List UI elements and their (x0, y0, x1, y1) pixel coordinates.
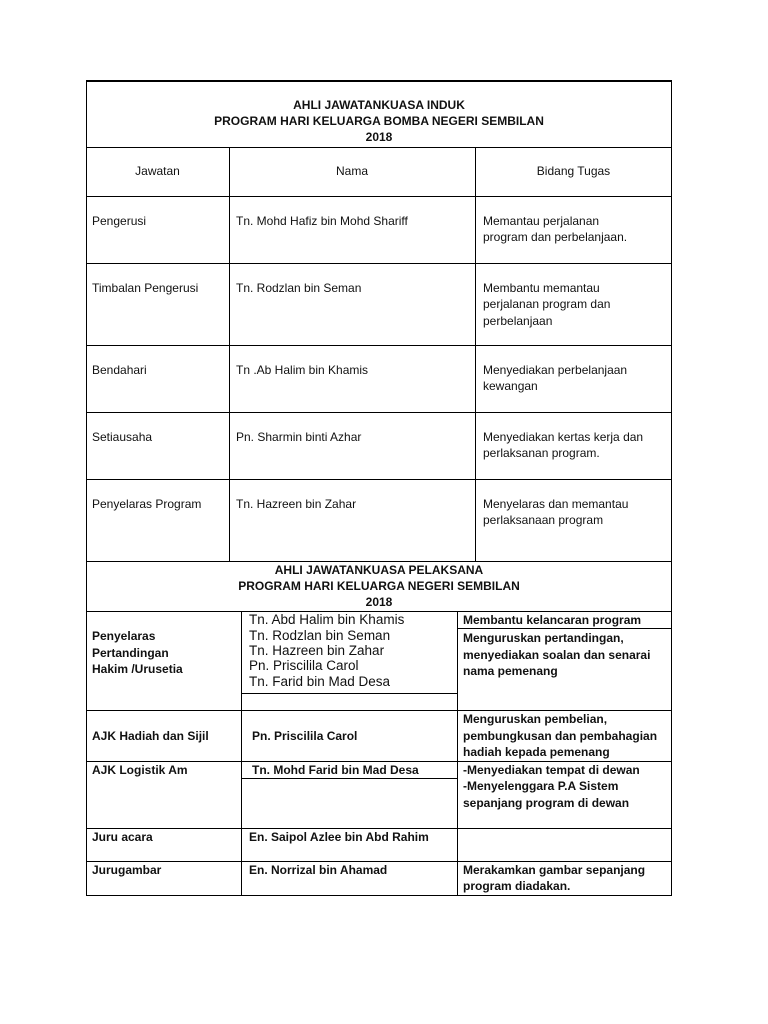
induk-row-divider (86, 263, 672, 264)
nama-subcell-divider (241, 693, 457, 694)
induk-row-tugas-line: Menyelaras dan memantau (483, 497, 629, 511)
pelaksana-row-tugas-line: program diadakan. (463, 879, 571, 893)
pelaksana-row-tugas-line: sepanjang program di dewan (463, 796, 630, 810)
induk-header-divider (86, 196, 672, 197)
header-nama: Nama (335, 164, 368, 178)
pelaksana-row-tugas-line: -Menyelenggara P.A Sistem (463, 779, 619, 793)
induk-row-nama: Pn. Sharmin binti Azhar (236, 430, 362, 444)
pelaksana-row-nama-line: Tn. Mohd Farid bin Mad Desa (252, 763, 419, 777)
induk-col-divider (229, 147, 230, 562)
induk-row-nama: Tn .Ab Halim bin Khamis (236, 363, 369, 377)
pelaksana-col-divider (457, 611, 458, 896)
induk-row-tugas-line: Membantu memantau (483, 281, 600, 295)
induk-row-tugas-line: perjalanan program dan (483, 297, 611, 311)
induk-col-divider (475, 147, 476, 562)
induk-row-nama: Tn. Hazreen bin Zahar (236, 497, 357, 511)
pelaksana-title-line-1: AHLI JAWATANKUASA PELAKSANA (274, 563, 484, 577)
induk-row-tugas-line: perbelanjaan (483, 314, 553, 328)
pelaksana-row-tugas-line: -Menyediakan tempat di dewan (463, 763, 640, 777)
pelaksana-row-tugas-line: Menguruskan pertandingan, (463, 631, 624, 645)
induk-row-tugas-line: Memantau perjalanan (483, 214, 600, 228)
induk-row-tugas-line: Menyediakan perbelanjaan (483, 363, 628, 377)
induk-row-tugas-line: perlaksanan program. (483, 446, 600, 460)
pelaksana-row-nama-line: Tn. Abd Halim bin Khamis (249, 612, 405, 627)
pelaksana-row-nama-line: Tn. Hazreen bin Zahar (249, 643, 385, 658)
pelaksana-row-tugas-line: Menguruskan pembelian, (463, 712, 608, 726)
induk-row-nama: Tn. Rodzlan bin Seman (236, 281, 362, 295)
pelaksana-row-jawatan-line: Penyelaras (92, 629, 156, 643)
induk-row-tugas-line: perlaksanaan program (483, 513, 604, 527)
pelaksana-row-jawatan-line: AJK Hadiah dan Sijil (92, 729, 209, 743)
induk-title-line-1: AHLI JAWATANKUASA INDUK (293, 98, 465, 112)
pelaksana-row-jawatan-line: Pertandingan (92, 646, 169, 660)
induk-table (86, 80, 672, 562)
pelaksana-row-jawatan-line: Hakim /Urusetia (92, 662, 183, 676)
pelaksana-row-nama-line: En. Norrizal bin Ahamad (249, 863, 388, 877)
induk-row-jawatan: Penyelaras Program (92, 497, 202, 511)
induk-row-nama: Tn. Mohd Hafiz bin Mohd Shariff (236, 214, 408, 228)
induk-title-line-3: 2018 (365, 130, 393, 144)
induk-row-divider (86, 345, 672, 346)
induk-row-tugas-line: kewangan (483, 379, 538, 393)
header-jawatan: Jawatan (135, 164, 180, 178)
pelaksana-row-tugas-line: menyediakan soalan dan senarai (463, 648, 651, 662)
induk-title-divider (86, 147, 672, 148)
induk-row-tugas-line: Menyediakan kertas kerja dan (483, 430, 644, 444)
induk-row-jawatan: Bendahari (92, 363, 147, 377)
induk-row-divider (86, 479, 672, 480)
induk-row-jawatan: Timbalan Pengerusi (92, 281, 199, 295)
pelaksana-row-jawatan-line: Jurugambar (92, 863, 162, 877)
pelaksana-row-tugas-line: nama pemenang (463, 664, 558, 678)
induk-row-jawatan: Setiausaha (92, 430, 153, 444)
pelaksana-title-line-3: 2018 (365, 595, 393, 609)
pelaksana-col-divider (241, 611, 242, 896)
pelaksana-title-line-2: PROGRAM HARI KELUARGA NEGERI SEMBILAN (238, 579, 520, 593)
pelaksana-row-jawatan-line: AJK Logistik Am (92, 763, 188, 777)
header-bidang-tugas: Bidang Tugas (536, 164, 611, 178)
induk-row-jawatan: Pengerusi (92, 214, 147, 228)
pelaksana-row-jawatan-line: Juru acara (92, 830, 153, 844)
pelaksana-row-tugas-line: Membantu kelancaran program (463, 613, 642, 627)
pelaksana-row-nama-line: Tn. Farid bin Mad Desa (249, 674, 391, 689)
induk-title-line-2: PROGRAM HARI KELUARGA BOMBA NEGERI SEMBILAN (214, 114, 544, 128)
induk-row-tugas-line: program dan perbelanjaan. (483, 230, 628, 244)
pelaksana-row-nama-line: Tn. Rodzlan bin Seman (249, 628, 391, 643)
pelaksana-row-nama-line: Pn. Priscilila Carol (249, 658, 359, 673)
pelaksana-row-nama-line: Pn. Priscilila Carol (252, 729, 358, 743)
pelaksana-row-nama-line: En. Saipol Azlee bin Abd Rahim (249, 830, 429, 844)
pelaksana-row-tugas-line: pembungkusan dan pembahagian (463, 729, 658, 743)
pelaksana-row-tugas-line: hadiah kepada pemenang (463, 745, 610, 759)
pelaksana-row-tugas-line: Merakamkan gambar sepanjang (463, 863, 646, 877)
induk-row-divider (86, 412, 672, 413)
